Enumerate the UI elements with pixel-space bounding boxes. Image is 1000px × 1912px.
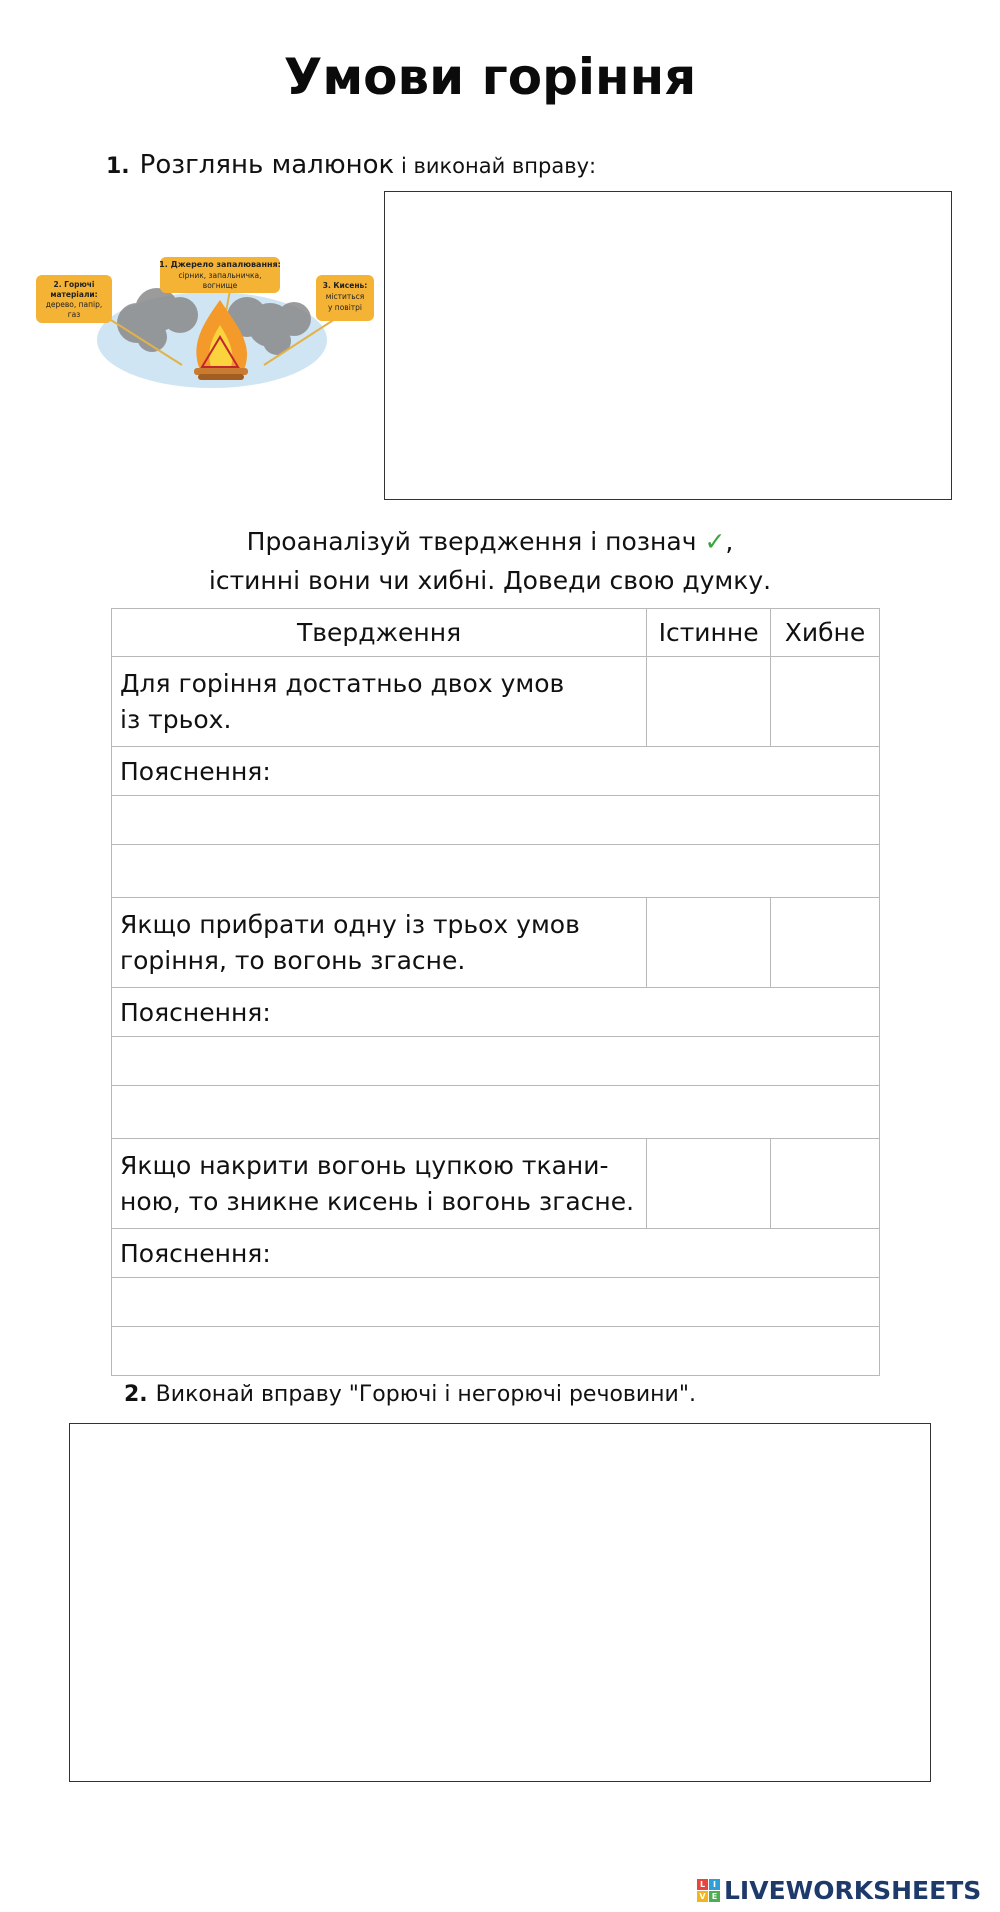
explanation-input-row: [112, 796, 880, 845]
explanation-input-row: [112, 1278, 880, 1327]
page-title: Умови горіння: [283, 48, 697, 106]
instruction-line-1: [0, 522, 980, 561]
label-source-line1: сірник, запальничка,: [178, 271, 262, 280]
statement-line: горіння, то вогонь згасне.: [120, 945, 466, 975]
header-true: Істинне: [647, 609, 771, 657]
label-combustibles: [36, 275, 112, 323]
task-2-text: Виконай вправу "Горючі і негорючі речовини".: [155, 1382, 696, 1407]
label-fuel-line4: газ: [67, 310, 81, 319]
explanation-input-row: [112, 1086, 880, 1139]
logo-letter: L: [697, 1879, 708, 1890]
instruction-line-1-text: Проаналізуй твердження і познач: [246, 527, 697, 556]
instruction-line-2: істинні вони чи хибні. Доведи свою думку.: [208, 566, 772, 595]
false-cell[interactable]: [771, 898, 880, 988]
statement-line: ною, то зникне кисень і вогонь згасне.: [120, 1186, 635, 1216]
explanation-label: Пояснення:: [112, 1229, 880, 1278]
statement-text: [112, 898, 647, 988]
statement-line: із трьох.: [120, 704, 232, 734]
explanation-label-row: [112, 1229, 880, 1278]
logo-letter: V: [697, 1891, 708, 1902]
label-source-title: 1. Джерело запалювання:: [159, 260, 281, 269]
task-1-answer-box[interactable]: [384, 191, 952, 500]
statement-row: [112, 657, 880, 747]
statement-line: Для горіння достатньо двох умов: [120, 668, 565, 698]
instruction-text: [0, 522, 980, 600]
explanation-label-row: [112, 988, 880, 1037]
task-1-text-small: і виконай вправу:: [394, 154, 597, 178]
explanation-input-row: [112, 1327, 880, 1376]
firewood: [194, 368, 248, 380]
label-oxygen-line2: міститься: [325, 292, 365, 301]
true-cell[interactable]: [647, 657, 771, 747]
explanation-label-row: [112, 747, 880, 796]
logo-letter: E: [709, 1891, 720, 1902]
false-cell[interactable]: [771, 657, 880, 747]
task-2-number: 2.: [124, 1382, 148, 1407]
explanation-input[interactable]: [112, 1327, 880, 1376]
label-oxygen-line3: у повітрі: [327, 303, 363, 312]
label-fuel-line2: матеріали:: [50, 290, 98, 299]
logo-letter: I: [709, 1879, 720, 1890]
true-cell[interactable]: [647, 898, 771, 988]
fire-triangle-illustration: [32, 245, 377, 400]
explanation-input[interactable]: [112, 1086, 880, 1139]
explanation-input[interactable]: [112, 1278, 880, 1327]
statements-table: [111, 608, 880, 1376]
task-2-answer-box[interactable]: [69, 1423, 931, 1782]
header-statement: Твердження: [112, 609, 647, 657]
explanation-input[interactable]: [112, 845, 880, 898]
label-oxygen: [316, 275, 374, 321]
statement-row: [112, 898, 880, 988]
statement-text: [112, 1139, 647, 1229]
label-oxygen-line1: 3. Кисень:: [322, 281, 368, 290]
statement-text: [112, 657, 647, 747]
label-fuel-line3: дерево, папір,: [45, 300, 103, 309]
liveworksheets-brand: [697, 1876, 981, 1905]
true-cell[interactable]: [647, 1139, 771, 1229]
explanation-input[interactable]: [112, 796, 880, 845]
table-header-row: [112, 609, 880, 657]
label-ignition-source: [159, 257, 281, 293]
statement-line: Якщо прибрати одну із трьох умов: [120, 909, 580, 939]
explanation-label: Пояснення:: [112, 747, 880, 796]
explanation-label: Пояснення:: [112, 988, 880, 1037]
header-false: Хибне: [771, 609, 880, 657]
label-source-line2: вогнище: [202, 281, 238, 290]
brand-name: LIVEWORKSHEETS: [724, 1876, 982, 1905]
check-mark-icon: ✓: [704, 527, 726, 556]
statement-line: Якщо накрити вогонь цупкою ткани-: [120, 1150, 609, 1180]
task-2-heading: [124, 1382, 696, 1407]
label-fuel-line1: 2. Горючі: [53, 280, 95, 289]
liveworksheets-logo-icon: [697, 1879, 721, 1903]
false-cell[interactable]: [771, 1139, 880, 1229]
task-1-text-main: Розглянь малюнок: [139, 150, 395, 180]
task-1-number: 1.: [106, 154, 130, 179]
instruction-comma: ,: [725, 527, 734, 556]
explanation-input-row: [112, 845, 880, 898]
explanation-input[interactable]: [112, 1037, 880, 1086]
explanation-input-row: [112, 1037, 880, 1086]
task-1-heading: [106, 150, 596, 180]
statement-row: [112, 1139, 880, 1229]
